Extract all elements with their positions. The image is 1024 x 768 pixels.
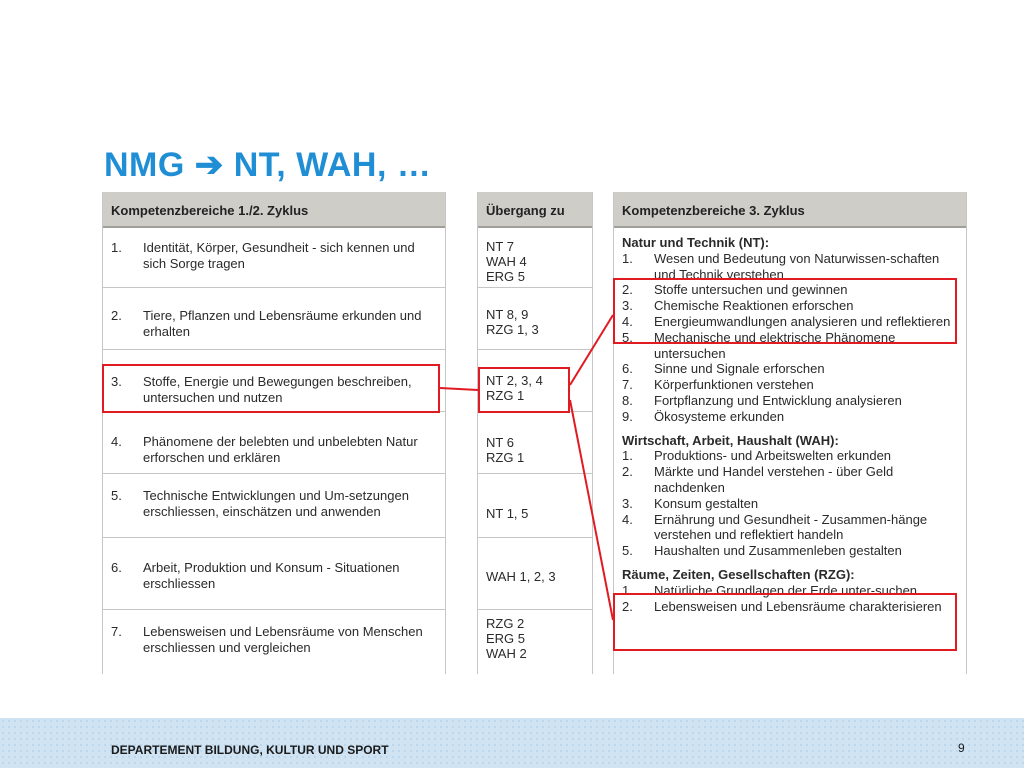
- section-title: Wirtschaft, Arbeit, Haushalt (WAH):: [622, 432, 839, 448]
- page-number: 9: [958, 741, 965, 755]
- list-item: 3. Konsum gestalten: [622, 495, 759, 511]
- list-item: 7. Körperfunktionen verstehen: [622, 377, 814, 393]
- list-item: 3. Chemische Reaktionen erforschen: [622, 298, 854, 314]
- transition-cell: NT 1, 5: [486, 506, 529, 521]
- section-title: Räume, Zeiten, Gesellschaften (RZG):: [622, 566, 855, 582]
- slide-title: NMG ➔ NT, WAH, …: [104, 146, 432, 184]
- list-item: 1. Produktions- und Arbeitswelten erkunden: [622, 448, 892, 464]
- list-item: 4. Energieumwandlungen analysieren und reflektieren: [622, 313, 951, 329]
- list-item: 2. Lebensweisen und Lebensräume charakterisieren: [622, 598, 942, 614]
- transition-cell: NT 7 WAH 4 ERG 5: [486, 239, 527, 284]
- footer-department: DEPARTEMENT BILDUNG, KULTUR UND SPORT: [111, 743, 389, 757]
- list-item: 4. Ernährung und Gesundheit - Zusammen-hänge verstehen und reflektiert handeln: [622, 511, 928, 543]
- right-table-header: Kompetenzbereiche 3. Zyklus: [614, 192, 966, 228]
- list-item: 2. Märkte und Handel verstehen - über Geld nachdenken: [622, 464, 894, 495]
- list-item: 1. Wesen und Bedeutung von Naturwissen-schaften und Technik verstehen: [622, 250, 940, 282]
- list-item: 6. Arbeit, Produktion und Konsum - Situationen erschliessen: [111, 560, 400, 591]
- left-table-header: Kompetenzbereiche 1./2. Zyklus: [103, 192, 445, 228]
- list-item: 3. Stoffe, Energie und Bewegungen beschreiben, untersuchen und nutzen: [111, 374, 412, 405]
- list-item: 1. Natürliche Grundlagen der Erde unter-suchen: [622, 582, 918, 598]
- list-item: 5. Haushalten und Zusammenleben gestalten: [622, 543, 902, 559]
- list-item: 5. Technische Entwicklungen und Um-setzungen erschliessen, einschätzen und anwenden: [111, 488, 409, 519]
- connector-line: [570, 400, 613, 620]
- transition-cell: NT 2, 3, 4 RZG 1: [486, 373, 543, 403]
- middle-table-header: Übergang zu: [478, 192, 592, 228]
- list-item: 6. Sinne und Signale erforschen: [622, 361, 825, 377]
- list-item: 8. Fortpflanzung und Entwicklung analysieren: [622, 392, 902, 408]
- transition-cell: NT 8, 9 RZG 1, 3: [486, 307, 539, 337]
- transition-cell: WAH 1, 2, 3: [486, 569, 556, 584]
- transition-cell: RZG 2 ERG 5 WAH 2: [486, 616, 527, 661]
- list-item: 2. Stoffe untersuchen und gewinnen: [622, 282, 848, 298]
- connector-line: [440, 388, 478, 390]
- section-title: Natur und Technik (NT):: [622, 235, 770, 250]
- list-item: 9. Ökosysteme erkunden: [622, 408, 785, 424]
- list-item: 7. Lebensweisen und Lebensräume von Menschen erschliessen und vergleichen: [111, 624, 423, 655]
- list-item: 1. Identität, Körper, Gesundheit - sich kennen und sich Sorge tragen: [111, 240, 415, 271]
- list-item: 2. Tiere, Pflanzen und Lebensräume erkunden und erhalten: [111, 308, 422, 339]
- list-item: 5. Mechanische und elektrische Phänomene untersuchen: [622, 329, 896, 361]
- transition-cell: NT 6 RZG 1: [486, 435, 525, 465]
- connector-line: [570, 315, 613, 385]
- list-item: 4. Phänomene der belebten und unbelebten Natur erforschen und erklären: [111, 434, 418, 465]
